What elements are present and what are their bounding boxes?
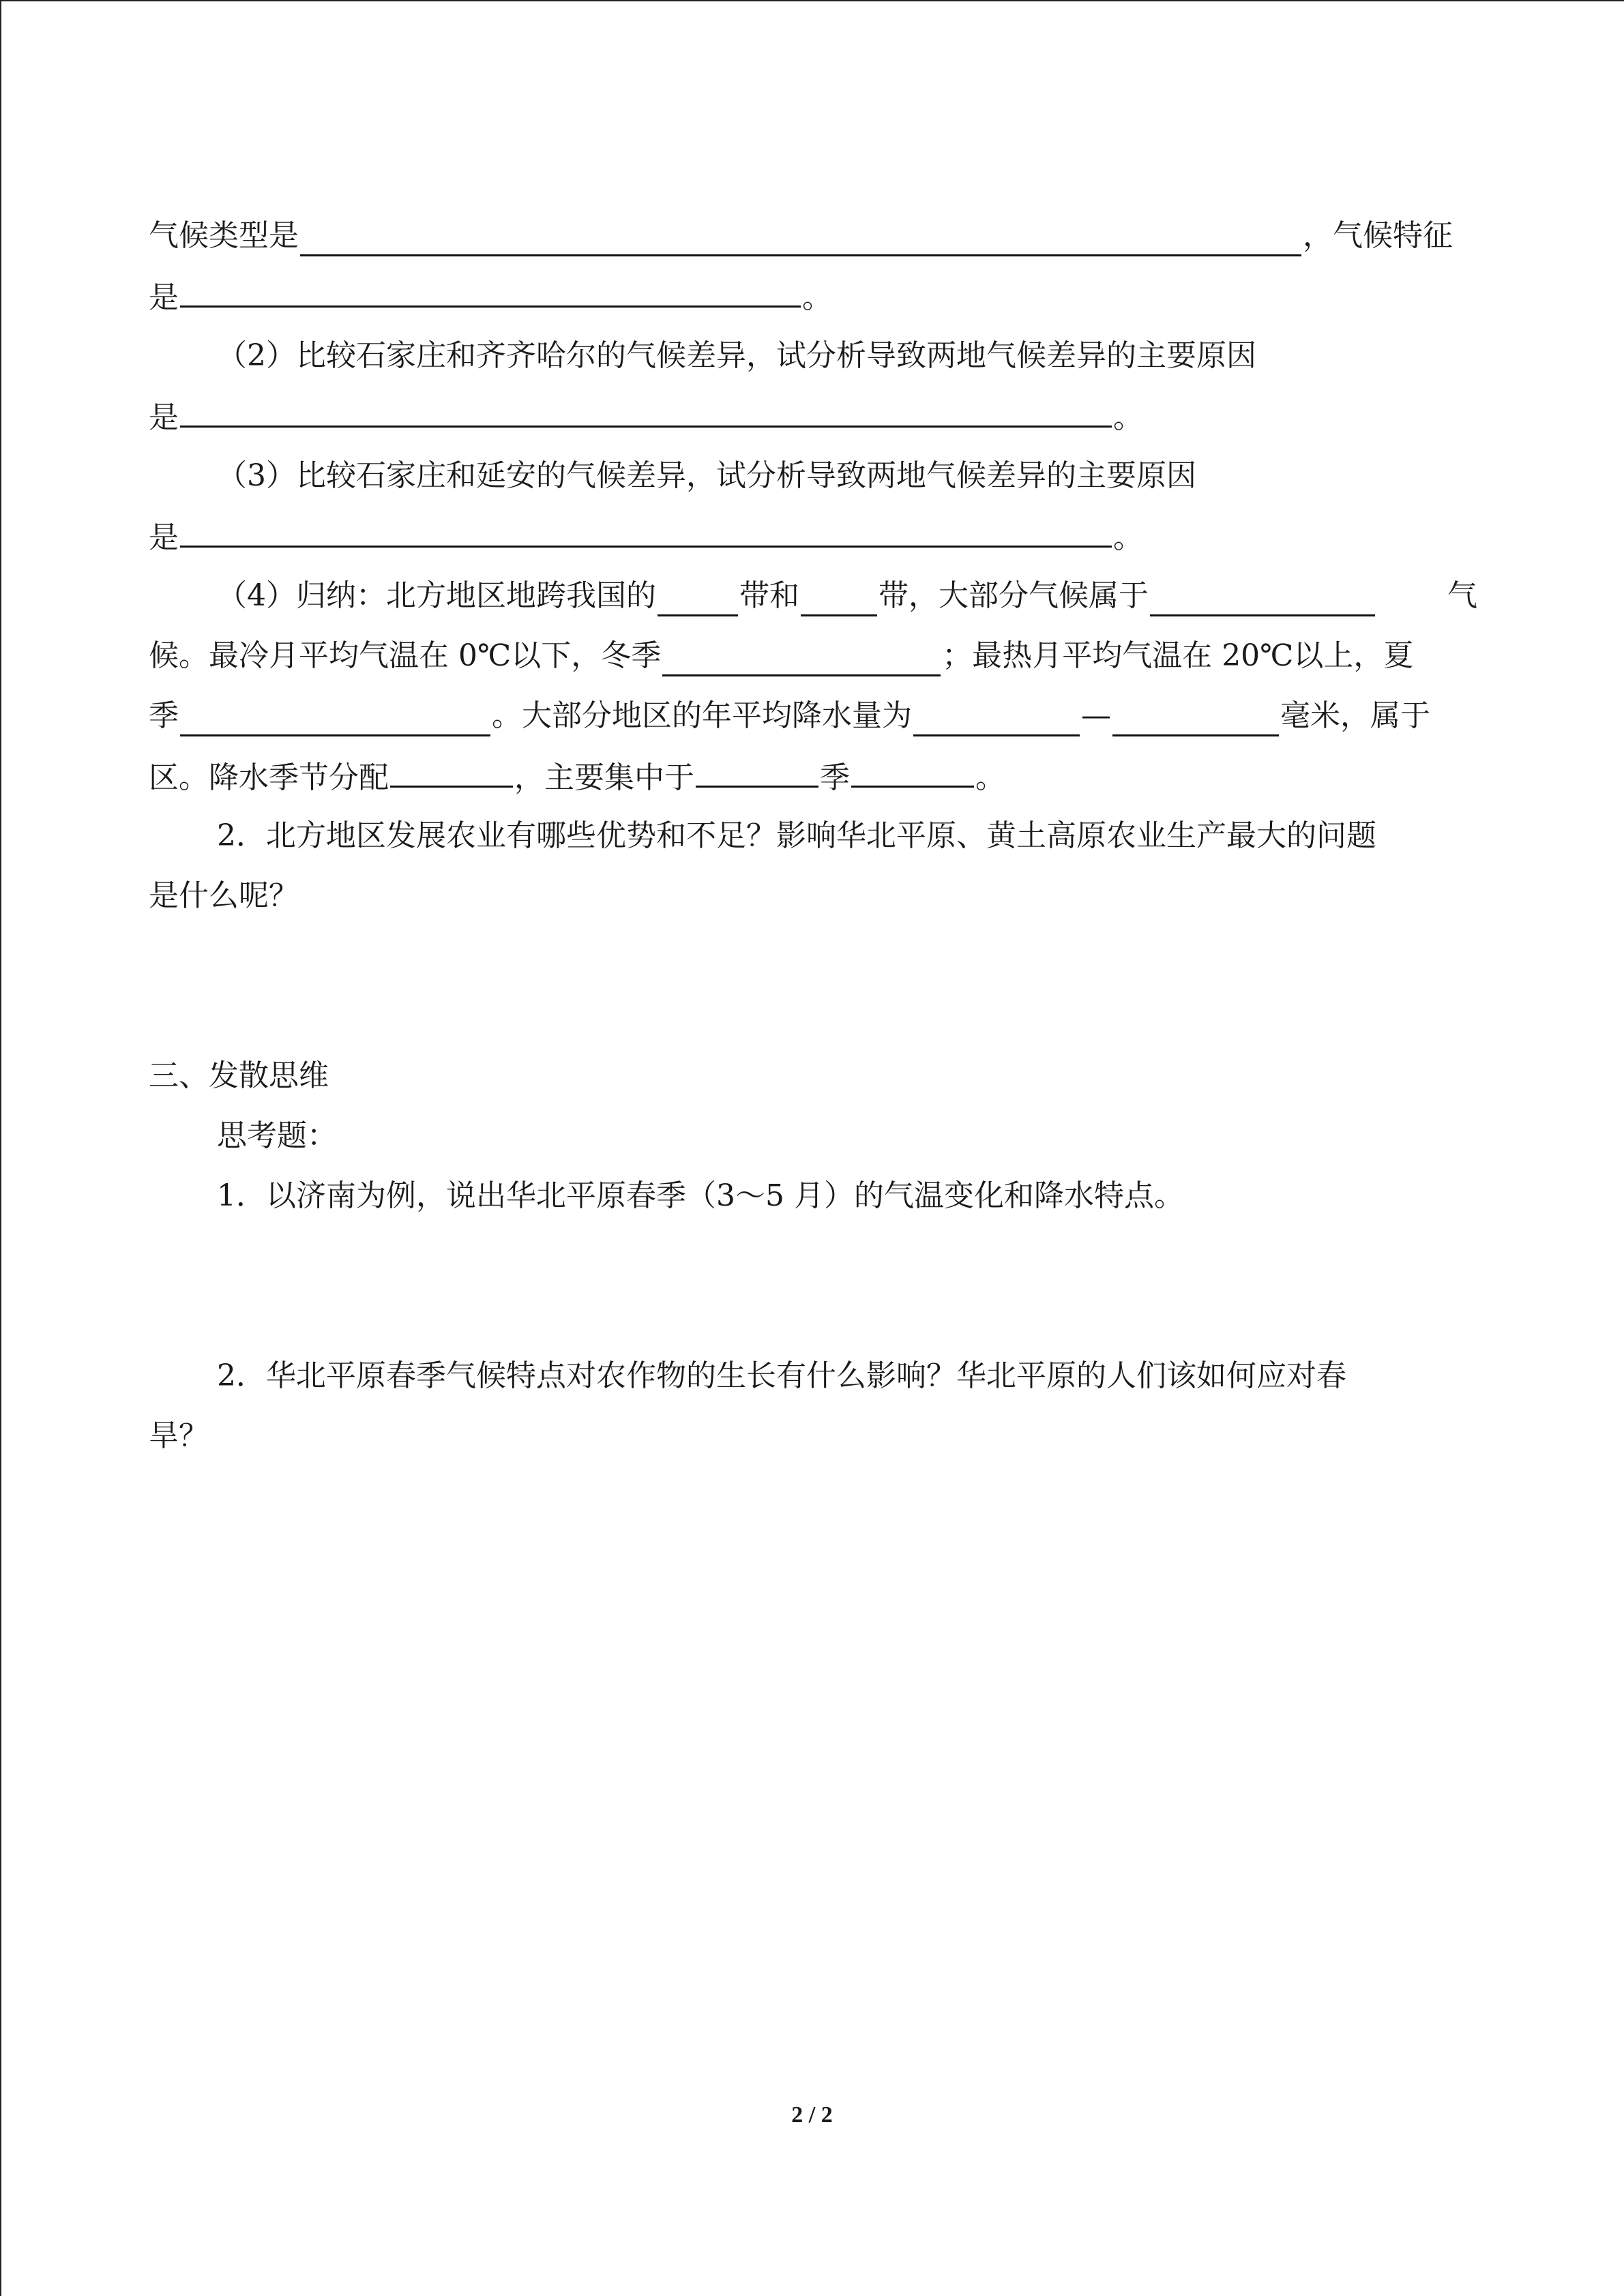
text: 是 — [149, 400, 179, 435]
text: 是 — [149, 520, 179, 555]
text: ；最热月平均气温在 20℃以上，夏 — [942, 638, 1414, 673]
text: 旱？ — [149, 1418, 209, 1453]
text: 2．华北平原春季气候特点对农作物的生长有什么影响？华北平原的人们该如何应对春 — [217, 1358, 1346, 1393]
question-item — [217, 816, 1376, 856]
text: 。 — [1113, 520, 1143, 555]
answer-blank[interactable] — [1112, 704, 1279, 736]
answer-blank[interactable] — [390, 756, 513, 788]
question-line — [149, 696, 1477, 736]
answer-blank[interactable] — [300, 224, 1301, 256]
question-line — [149, 215, 1477, 256]
section-heading — [149, 1056, 329, 1097]
text: — — [1081, 698, 1111, 733]
question-item — [217, 1356, 1346, 1397]
text: （4）归纳：北方地区地跨我国的 — [217, 578, 656, 613]
answer-blank[interactable] — [1150, 584, 1375, 616]
text: 思考题： — [217, 1118, 337, 1153]
text: 带，大部分气候属于 — [879, 578, 1149, 613]
answer-blank[interactable] — [801, 584, 877, 616]
question-line — [149, 516, 1143, 556]
answer-blank[interactable] — [180, 396, 1112, 428]
question-line — [149, 636, 1477, 676]
question-item — [217, 1176, 1184, 1217]
page-number: 2 / 2 — [791, 2102, 833, 2128]
question-line — [149, 876, 299, 916]
text: 毫米，属于 — [1280, 698, 1430, 733]
text: ，气候特征 — [1303, 218, 1453, 253]
question-item — [217, 576, 1477, 616]
question-item — [217, 456, 1196, 496]
text: （3）比较石家庄和延安的气候差异，试分析导致两地气候差异的主要原因 — [217, 458, 1196, 493]
answer-blank[interactable] — [662, 644, 941, 676]
question-line — [149, 396, 1143, 436]
text: 气候类型是 — [149, 218, 299, 253]
text: 气 — [1447, 578, 1477, 613]
answer-blank[interactable] — [180, 275, 801, 308]
text: 。 — [975, 760, 1005, 795]
text: 季 — [820, 760, 850, 795]
answer-blank[interactable] — [913, 704, 1080, 736]
question-item — [217, 336, 1256, 376]
text: 带和 — [739, 578, 799, 613]
answer-blank[interactable] — [658, 584, 738, 616]
text: 是什么呢？ — [149, 878, 299, 913]
question-line — [149, 275, 832, 316]
answer-blank[interactable] — [851, 756, 974, 788]
answer-blank[interactable] — [180, 516, 1112, 548]
text: 是 — [149, 280, 179, 315]
text: ，主要集中于 — [514, 760, 694, 795]
text: 。 — [802, 280, 832, 315]
question-line — [149, 1416, 209, 1457]
section-subheading — [217, 1116, 337, 1157]
text: 候。最冷月平均气温在 0℃以下，冬季 — [149, 638, 662, 673]
text: 2．北方地区发展农业有哪些优势和不足？影响华北平原、黄土高原农业生产最大的问题 — [217, 818, 1376, 853]
text: 季 — [149, 698, 179, 733]
text: 三、发散思维 — [149, 1058, 329, 1093]
answer-blank[interactable] — [180, 704, 490, 736]
text: 1．以济南为例，说出华北平原春季（3～5 月）的气温变化和降水特点。 — [217, 1178, 1184, 1213]
text: 区。降水季节分配 — [149, 760, 389, 795]
answer-blank[interactable] — [696, 756, 818, 788]
text: 。 — [1113, 400, 1143, 435]
text: （2）比较石家庄和齐齐哈尔的气候差异，试分析导致两地气候差异的主要原因 — [217, 338, 1256, 373]
text: 。大部分地区的年平均降水量为 — [492, 698, 912, 733]
question-line — [149, 756, 1005, 796]
